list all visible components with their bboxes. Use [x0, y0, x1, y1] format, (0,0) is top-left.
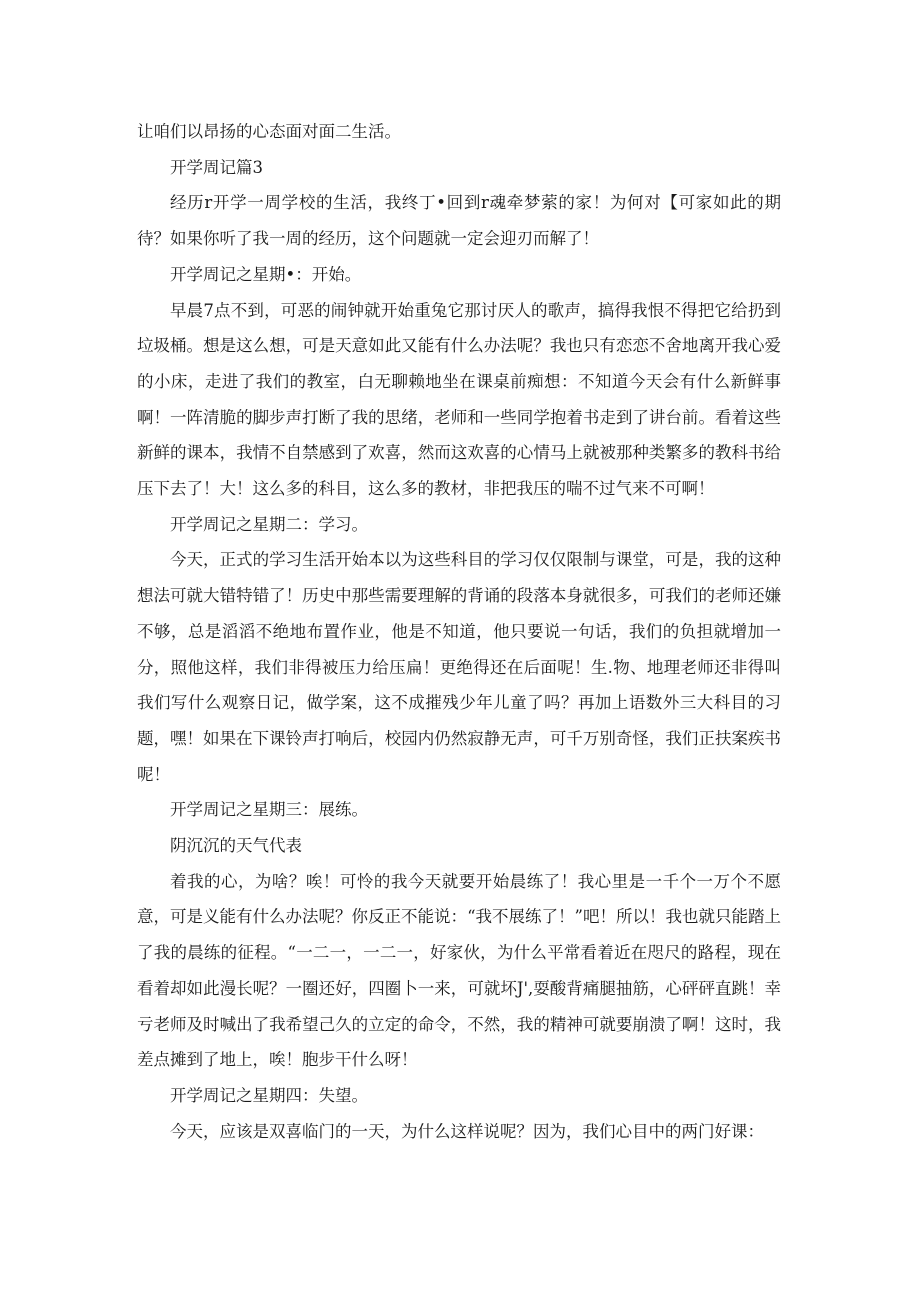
paragraph: 今天，应该是双喜临门的一天，为什么这样说呢？因为，我们心目中的两门好课：: [170, 1121, 764, 1141]
paragraph: 着我的心，为啥？唉！可怜的我今天就要开始晨练了！我心里是一千个一万个不愿意，可是义能有什么办法呢？你反正不能说：“我不展练了！”吧！所以！我也就只能踏上了我的晨练的征程。“一二一，一二一，好家伙，为什么平常看着近在咫尺的路程，现在看着却如此漫长呢？一圈还好，四圈卜一来，可就坏J',耍酸背痛腿抽筋，心砰砰直跳！幸亏老师及时喊出了我希望己久的立定的命令，不然，我的精神可就要崩溃了啊！这时，我差点摊到了地上，唉！胞步干什么呀！: [137, 871, 781, 1070]
paragraph: 经历r开学一周学校的生活，我终丁•回到r魂牵梦萦的家！为何对【可家如此的期待？如果你听了我一周的经历，这个问题就一定会迎刃而解了！: [137, 193, 781, 249]
paragraph: 让咱们以昂扬的心态面对面二生活。: [137, 122, 401, 141]
section-heading: 开学周记之星期•：开始。: [170, 264, 362, 284]
section-heading: 开学周记之星期二：学习。: [170, 514, 368, 534]
section-heading: 开学周记篇3: [170, 157, 263, 177]
section-heading: 开学周记之星期三：展练。: [170, 800, 368, 820]
document-body: [137, 114, 781, 1149]
paragraph: 阴沉沉的天气代表: [170, 836, 302, 856]
paragraph: 早晨7点不到，可恶的闹钟就开始重兔它那讨厌人的歌声，搞得我恨不得把它给扔到垃圾桶。想是这么想，可是天意如此又能有什么办法呢？我也只有恋恋不舍地离开我心爱的小床，走进了我们的教室，白无聊赖地坐在课桌前痴想：不知道今天会有什么新鲜事啊！一阵清脆的脚步声打断了我的思绪，老师和一些同学抱着书走到了讲台前。看着这些新鲜的课本，我情不自禁感到了欢喜，然而这欢喜的心情马上就被那种类繁多的教科书给压下去了！大！这么多的科目，这么多的教材，非把我压的喘不过气来不可啊！: [137, 300, 781, 499]
section-heading: 开学周记之星期四：失望。: [170, 1085, 368, 1105]
paragraph: 今天，正式的学习生活开始本以为这些科目的学习仅仅限制与课堂，可是，我的这种想法可就大错特错了！历史中那些需要理解的背诵的段落本身就很多，可我们的老师还嫌不够，总是滔滔不绝地布置作业，他是不知道，他只要说一句话，我们的负担就增加一分，照他这样，我们非得被压力给压扁！更绝得还在后面呢！生.物、地理老师还非得叫我们写什么观察日记，做学案，这不成摧残少年儿童了吗？再加上语数外三大科目的习题，嘿！如果在下课铃声打响后，校园内仍然寂静无声，可千万别奇怪，我们正扶案疾书呢！: [137, 550, 781, 784]
